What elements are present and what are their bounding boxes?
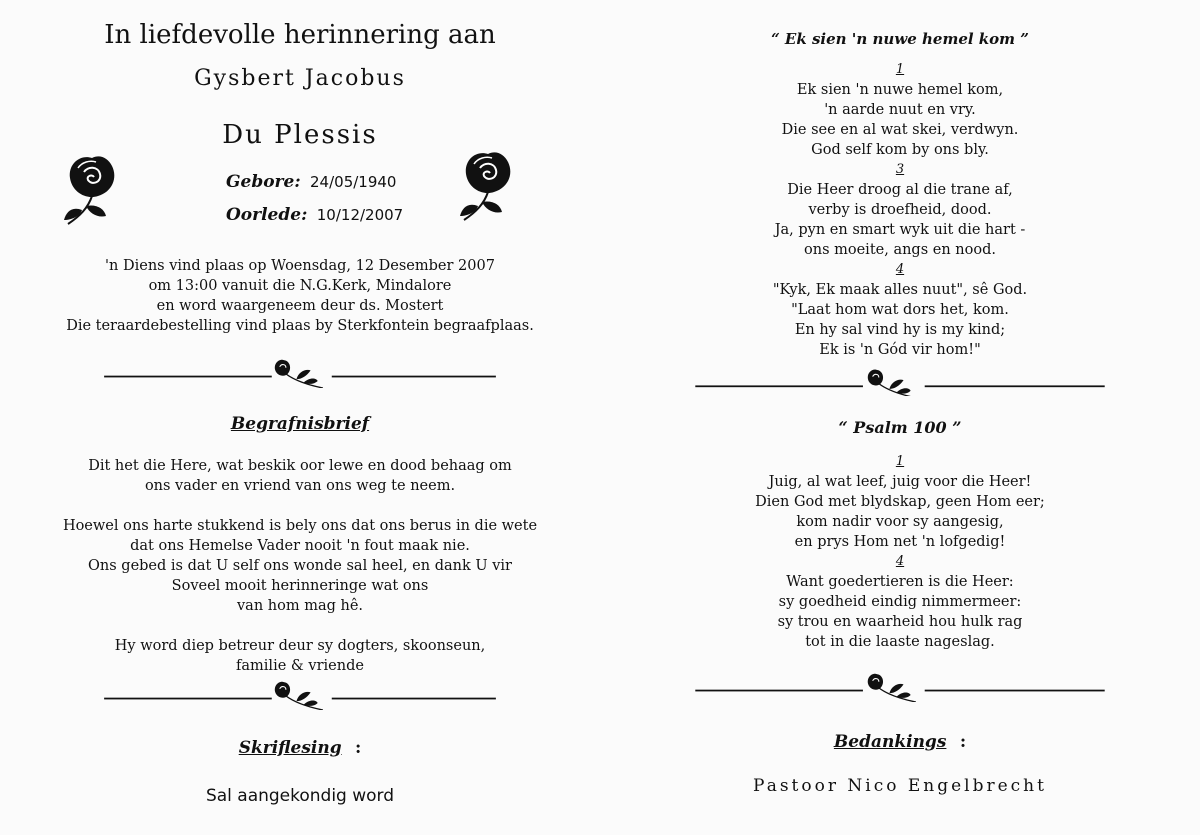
service-line: en word waargeneem deur ds. Mostert <box>156 298 444 314</box>
service-line: Die teraardebestelling vind plaas by Sterkfontein begraafplaas. <box>66 318 534 334</box>
verse-line: Die see en al wat skei, verdwyn. <box>781 122 1019 138</box>
letter-line <box>0 616 600 636</box>
verse-number: 3 <box>895 162 905 177</box>
verse-line: Ek is 'n Gód vir hom!" <box>819 342 981 358</box>
reading-heading: Skriflesing <box>238 738 342 758</box>
letter-line: Dit het die Here, wat beskik oor lewe en dood behaag om <box>88 458 512 474</box>
verse-line: "Kyk, Ek maak alles nuut", sê God. <box>772 282 1028 298</box>
letter-heading: Begrafnisbrief <box>230 414 370 434</box>
letter-line <box>0 496 600 516</box>
verse-line: Ek sien 'n nuwe hemel kom, <box>796 82 1004 98</box>
verse-number: 1 <box>895 62 905 77</box>
letter-line: Ons gebed is dat U self ons wonde sal heel, en dank U vir <box>88 558 512 574</box>
hymn2-title: “ Psalm 100 ” <box>838 418 962 437</box>
verse-number: 4 <box>895 262 905 277</box>
thanks-heading: Bedankings <box>833 732 947 752</box>
verse-line: Die Heer droog al die trane af, <box>787 182 1013 198</box>
rose-divider <box>668 672 1132 702</box>
born-date: 24/05/1940 <box>310 173 397 191</box>
reading-heading-row <box>0 738 600 758</box>
letter-line: van hom mag hê. <box>236 598 364 614</box>
verse-line: verby is droefheid, dood. <box>808 202 992 218</box>
verse-line: Juig, al wat leef, juig voor die Heer! <box>768 474 1032 490</box>
reading-text: Sal aangekondig word <box>205 786 395 806</box>
letter-line: Hoewel ons harte stukkend is bely ons dat ons berus in die wete <box>62 518 538 534</box>
verse-line: ons moeite, angs en nood. <box>804 242 996 258</box>
service-line: 'n Diens vind plaas op Woensdag, 12 Desember 2007 <box>105 258 495 274</box>
rose-icon <box>458 146 518 226</box>
verse-line: Dien God met blydskap, geen Hom eer; <box>755 494 1045 510</box>
verse-line: God self kom by ons bly. <box>811 142 989 158</box>
right-page <box>600 0 1200 835</box>
verse-line: En hy sal vind hy is my kind; <box>794 322 1006 338</box>
first-names: Gysbert Jacobus <box>194 66 406 91</box>
letter-line: Soveel mooit herinneringe wat ons <box>171 578 429 594</box>
verse-line: Ja, pyn en smart wyk uit die hart - <box>774 222 1026 238</box>
died-row <box>226 205 403 225</box>
verse-line: en prys Hom net 'n lofgedig! <box>794 534 1006 550</box>
letter-line: Hy word diep betreur deur sy dogters, skoonseun, <box>114 638 486 654</box>
born-label: Gebore: <box>226 172 301 192</box>
hymn2-body <box>600 452 1200 652</box>
verse-number: 4 <box>895 554 905 569</box>
rose-divider <box>78 358 522 388</box>
intro-heading: In liefdevolle herinnering aan <box>104 20 496 50</box>
verse-line: tot in die laaste nageslag. <box>805 634 995 650</box>
hymn1-body <box>600 60 1200 360</box>
letter-line: familie & vriende <box>236 658 364 674</box>
verse-line: kom nadir voor sy aangesig, <box>796 514 1004 530</box>
hymn1-title: “ Ek sien 'n nuwe hemel kom ” <box>771 30 1029 48</box>
died-label: Oorlede: <box>226 205 308 225</box>
verse-line: sy trou en waarheid hou hulk rag <box>777 614 1023 630</box>
thanks-heading-row <box>600 732 1200 752</box>
letter-line: dat ons Hemelse Vader nooit 'n fout maak nie. <box>130 538 470 554</box>
rose-icon <box>62 150 122 230</box>
thanks-colon: : <box>959 732 967 752</box>
rose-divider <box>668 366 1132 396</box>
died-date: 10/12/2007 <box>316 206 404 224</box>
rose-divider <box>78 680 522 710</box>
letter-body <box>0 456 600 676</box>
verse-line: 'n aarde nuut en vry. <box>824 102 976 118</box>
thanks-text: Pastoor Nico Engelbrecht <box>753 776 1047 796</box>
verse-number: 1 <box>895 454 905 469</box>
surname: Du Plessis <box>222 120 378 150</box>
service-details <box>0 256 600 336</box>
letter-line: ons vader en vriend van ons weg te neem. <box>144 478 456 494</box>
reading-colon: : <box>355 738 362 758</box>
service-line: om 13:00 vanuit die N.G.Kerk, Mindalore <box>148 278 452 294</box>
born-row <box>226 172 396 192</box>
verse-line: "Laat hom wat dors het, kom. <box>791 302 1009 318</box>
verse-line: sy goedheid eindig nimmermeer: <box>778 594 1022 610</box>
verse-line: Want goedertieren is die Heer: <box>786 574 1014 590</box>
